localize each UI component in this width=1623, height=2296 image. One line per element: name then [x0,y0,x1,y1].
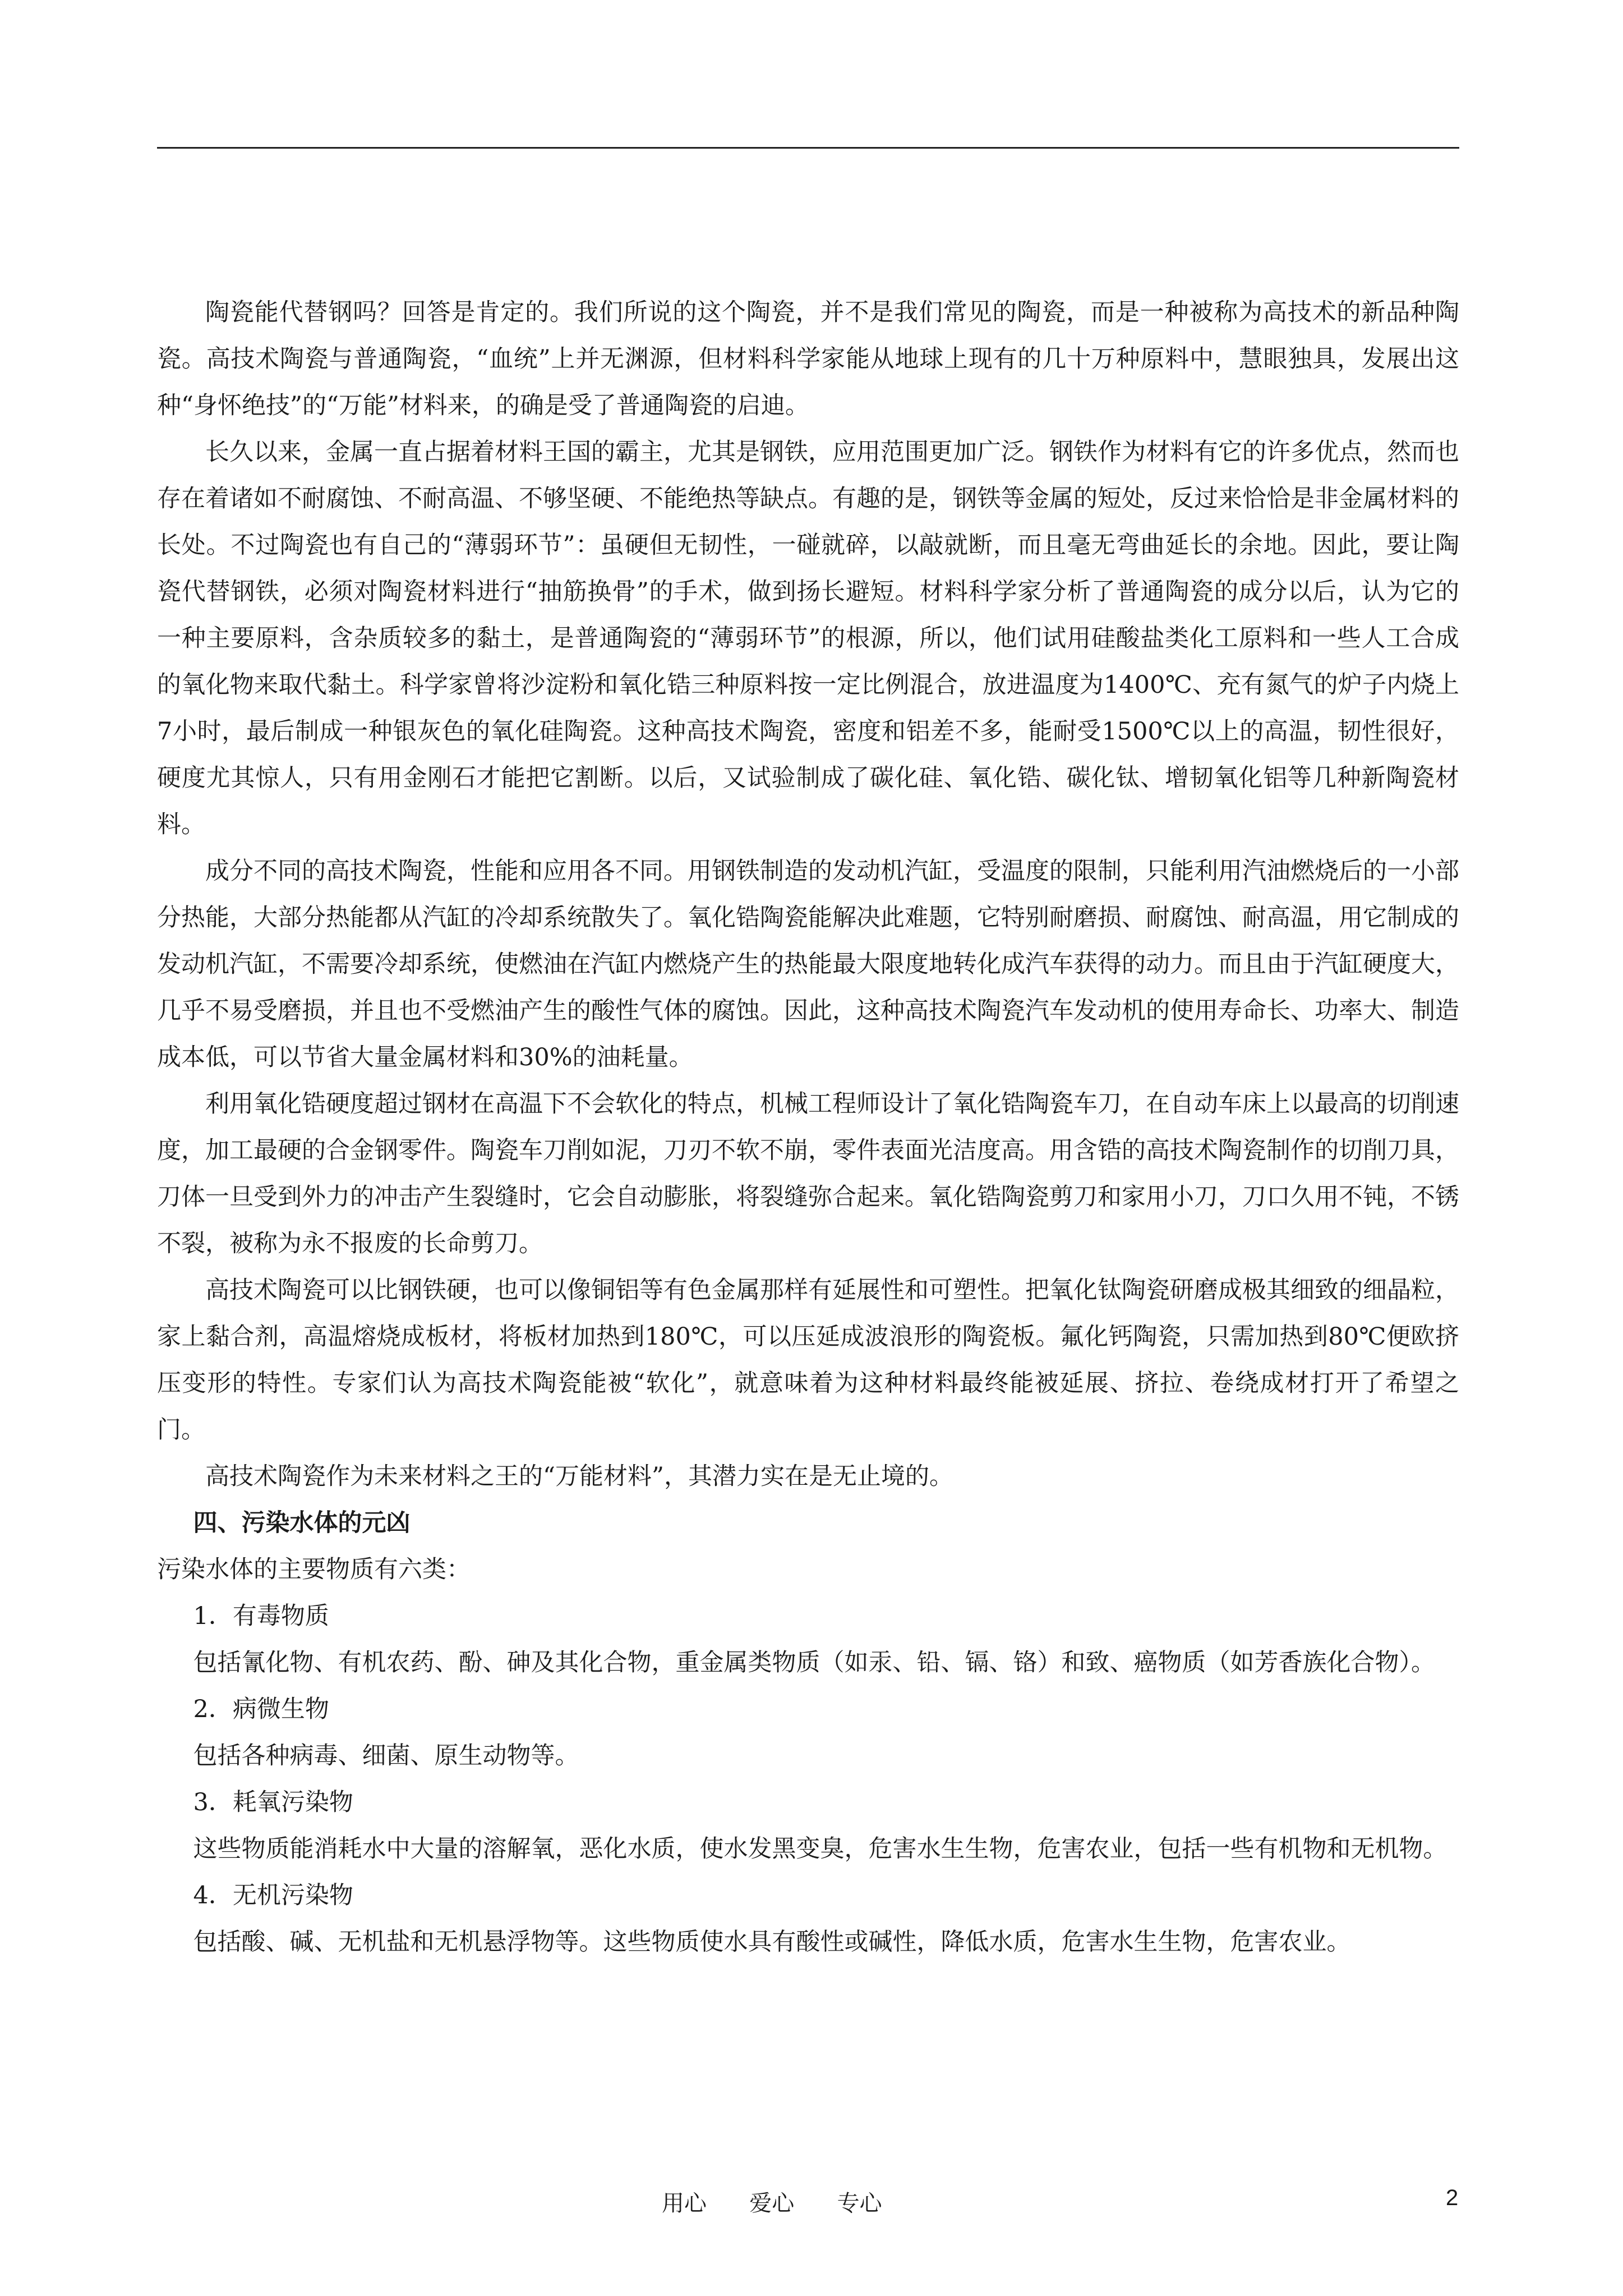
body-paragraph: 利用氧化锆硬度超过钢材在高温下不会软化的特点，机械工程师设计了氧化锆陶瓷车刀，在自动车床上以最高的切削速度，加工最硬的合金钢零件。陶瓷车刀削如泥，刀刃不软不崩，零件表面光洁度高。用含锆的高技术陶瓷制作的切削刀具，刀体一旦受到外力的冲击产生裂缝时，它会自动膨胀，将裂缝弥合起来。氧化锆陶瓷剪刀和家用小刀，刀口久用不钝，不锈不裂，被称为永不报废的长命剪刀。 [157,1090,1459,1258]
footer-motto: 用心 爱心 专心 [662,2191,882,2216]
category-description: 包括各种病毒、细菌、原生动物等。 [193,1742,579,1770]
category-title: 2．病微生物 [193,1695,329,1723]
section-intro: 污染水体的主要物质有六类： [157,1556,471,1584]
body-paragraph: 高技术陶瓷作为未来材料之王的“万能材料”，其潜力实在是无止境的。 [205,1462,953,1490]
page-footer [0,2185,1623,2219]
category-description: 包括氰化物、有机农药、酚、砷及其化合物，重金属类物质（如汞、铅、镉、铬）和致、癌物质（如芳香族化合物）。 [193,1649,1435,1677]
header-rule [157,147,1459,149]
body-paragraph: 成分不同的高技术陶瓷，性能和应用各不同。用钢铁制造的发动机汽缸，受温度的限制，只能利用汽油燃烧后的一小部分热能，大部分热能都从汽缸的冷却系统散失了。氧化锆陶瓷能解决此难题，它特别耐磨损、耐腐蚀、耐高温，用它制成的发动机汽缸，不需要冷却系统，使燃油在汽缸内燃烧产生的热能最大限度地转化成汽车获得的动力。而且由于汽缸硬度大，几乎不易受磨损，并且也不受燃油产生的酸性气体的腐蚀。因此，这种高技术陶瓷汽车发动机的使用寿命长、功率大、制造成本低，可以节省大量金属材料和30%的油耗量。 [157,857,1459,1071]
document-body [157,289,1459,1966]
section-heading: 四、污染水体的元凶 [193,1509,411,1537]
category-title: 4．无机污染物 [193,1881,353,1910]
body-paragraph: 陶瓷能代替钢吗？回答是肯定的。我们所说的这个陶瓷，并不是我们常见的陶瓷，而是一种被称为高技术的新品种陶瓷。高技术陶瓷与普通陶瓷，“血统”上并无渊源，但材料科学家能从地球上现有的几十万种原料中，慧眼独具，发展出这种“身怀绝技”的“万能”材料来，的确是受了普通陶瓷的启迪。 [157,298,1459,420]
category-description: 这些物质能消耗水中大量的溶解氧，恶化水质，使水发黑变臭，危害水生生物，危害农业，包括一些有机物和无机物。 [193,1835,1447,1863]
category-title: 1．有毒物质 [193,1602,329,1630]
page-number: 2 [1446,2185,1459,2210]
category-title: 3．耗氧污染物 [193,1788,353,1816]
body-paragraph: 高技术陶瓷可以比钢铁硬，也可以像铜铝等有色金属那样有延展性和可塑性。把氧化钛陶瓷研磨成极其细致的细晶粒，家上黏合剂，高温熔烧成板材，将板材加热到180℃，可以压延成波浪形的陶瓷板。氟化钙陶瓷，只需加热到80℃便欧挤压变形的特性。专家们认为高技术陶瓷能被“软化”，就意味着为这种材料最终能被延展、挤拉、卷绕成材打开了希望之门。 [157,1276,1459,1444]
category-description: 包括酸、碱、无机盐和无机悬浮物等。这些物质使水具有酸性或碱性，降低水质，危害水生生物，危害农业。 [193,1928,1351,1956]
body-paragraph: 长久以来，金属一直占据着材料王国的霸主，尤其是钢铁，应用范围更加广泛。钢铁作为材料有它的许多优点，然而也存在着诸如不耐腐蚀、不耐高温、不够坚硬、不能绝热等缺点。有趣的是，钢铁等金属的短处，反过来恰恰是非金属材料的长处。不过陶瓷也有自己的“薄弱环节”：虽硬但无韧性，一碰就碎，以敲就断，而且毫无弯曲延长的余地。因此，要让陶瓷代替钢铁，必须对陶瓷材料进行“抽筋换骨”的手术，做到扬长避短。材料科学家分析了普通陶瓷的成分以后，认为它的一种主要原料，含杂质较多的黏土，是普通陶瓷的“薄弱环节”的根源，所以，他们试用硅酸盐类化工原料和一些人工合成的氧化物来取代黏土。科学家曾将沙淀粉和氧化锆三种原料按一定比例混合，放进温度为1400℃、充有氮气的炉子内烧上7小时，最后制成一种银灰色的氧化硅陶瓷。这种高技术陶瓷，密度和铝差不多，能耐受1500℃以上的高温，韧性很好，硬度尤其惊人，只有用金刚石才能把它割断。以后，又试验制成了碳化硅、氧化锆、碳化钛、增韧氧化铝等几种新陶瓷材料。 [157,438,1459,839]
